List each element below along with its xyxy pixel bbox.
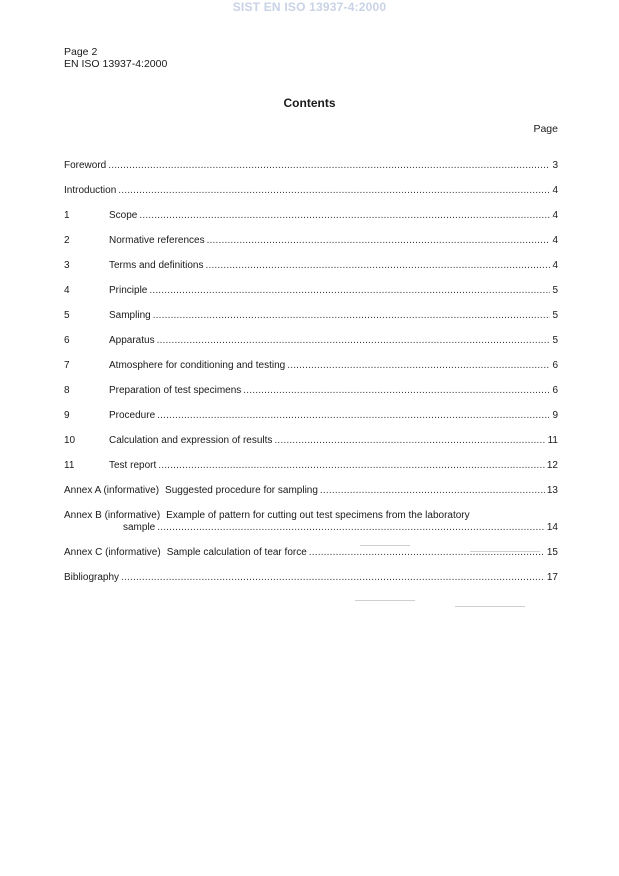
toc-entry-scope[interactable] bbox=[64, 210, 558, 222]
toc-entry-annex-a[interactable] bbox=[64, 485, 558, 497]
toc-label: Principle bbox=[109, 285, 148, 296]
toc-entry-foreword[interactable] bbox=[64, 160, 558, 172]
toc-entry-annex-b[interactable] bbox=[64, 510, 558, 522]
toc-label: Preparation of test specimens bbox=[109, 385, 242, 396]
scan-noise bbox=[355, 600, 415, 601]
dot-leader bbox=[121, 572, 545, 584]
toc-entry-bibliography[interactable] bbox=[64, 572, 558, 584]
dot-leader bbox=[320, 485, 545, 497]
toc-number: 3 bbox=[64, 260, 70, 271]
dot-leader bbox=[206, 260, 551, 272]
dot-leader bbox=[153, 310, 551, 322]
page-header bbox=[64, 46, 167, 70]
dot-leader bbox=[149, 285, 550, 297]
toc-number: 2 bbox=[64, 235, 70, 246]
toc-entry-test-report[interactable] bbox=[64, 460, 558, 472]
toc-label: Example of pattern for cutting out test specimens from the laboratory bbox=[166, 510, 470, 521]
toc-number: 10 bbox=[64, 435, 76, 446]
toc-page: 15 bbox=[546, 547, 558, 558]
dot-leader bbox=[243, 385, 550, 397]
toc-label: Test report bbox=[109, 460, 157, 471]
toc-entry-apparatus[interactable] bbox=[64, 335, 558, 347]
toc-number: 4 bbox=[64, 285, 70, 296]
dot-leader bbox=[118, 185, 550, 197]
dot-leader bbox=[157, 410, 550, 422]
toc-label: Procedure bbox=[109, 410, 156, 421]
toc-label: Introduction bbox=[64, 185, 117, 196]
toc-label: Scope bbox=[109, 210, 138, 221]
scan-noise bbox=[455, 606, 525, 607]
toc-number: 1 bbox=[64, 210, 70, 221]
page-title: Contents bbox=[283, 96, 336, 110]
toc-page: 5 bbox=[552, 335, 558, 346]
toc-number: 7 bbox=[64, 360, 70, 371]
page-column-label: Page bbox=[533, 123, 558, 135]
dot-leader bbox=[157, 522, 545, 534]
toc-page: 12 bbox=[546, 460, 558, 471]
dot-leader bbox=[207, 235, 551, 247]
toc-entry-annex-b-continued[interactable] bbox=[64, 522, 558, 534]
toc-entry-introduction[interactable] bbox=[64, 185, 558, 197]
toc-number: 8 bbox=[64, 385, 70, 396]
toc-page: 13 bbox=[546, 485, 558, 496]
toc-page: 17 bbox=[546, 572, 558, 583]
watermark: SIST EN ISO 13937-4:2000 bbox=[232, 0, 387, 14]
toc-entry-normative-references[interactable] bbox=[64, 235, 558, 247]
toc-label: Foreword bbox=[64, 160, 107, 171]
dot-leader bbox=[108, 160, 550, 172]
annex-prefix: Annex C (informative) bbox=[64, 547, 161, 558]
toc-page: 5 bbox=[552, 310, 558, 321]
toc-entry-atmosphere[interactable] bbox=[64, 360, 558, 372]
dot-leader bbox=[139, 210, 550, 222]
toc-page: 3 bbox=[552, 160, 558, 171]
toc-entry-terms-and-definitions[interactable] bbox=[64, 260, 558, 272]
toc-number: 5 bbox=[64, 310, 70, 321]
toc-label: Apparatus bbox=[109, 335, 155, 346]
toc-entry-sampling[interactable] bbox=[64, 310, 558, 322]
dot-leader bbox=[157, 335, 551, 347]
toc-entry-annex-c[interactable] bbox=[64, 547, 558, 559]
dot-leader bbox=[287, 360, 550, 372]
scan-noise bbox=[470, 551, 540, 552]
toc-label: Atmosphere for conditioning and testing bbox=[109, 360, 286, 371]
toc-number: 9 bbox=[64, 410, 70, 421]
annex-prefix: Annex A (informative) bbox=[64, 485, 160, 496]
toc-page: 9 bbox=[552, 410, 558, 421]
dot-leader bbox=[274, 435, 545, 447]
toc-entry-procedure[interactable] bbox=[64, 410, 558, 422]
dot-leader bbox=[158, 460, 545, 472]
toc-label: Bibliography bbox=[64, 572, 120, 583]
toc-page: 4 bbox=[552, 235, 558, 246]
toc-entry-calculation[interactable] bbox=[64, 435, 558, 447]
toc-page: 6 bbox=[552, 385, 558, 396]
toc-page: 5 bbox=[552, 285, 558, 296]
toc-label-continued: sample bbox=[123, 522, 156, 533]
toc-label: Sample calculation of tear force bbox=[166, 547, 307, 558]
toc-label: Normative references bbox=[109, 235, 205, 246]
toc-entry-preparation[interactable] bbox=[64, 385, 558, 397]
toc-page: 4 bbox=[552, 210, 558, 221]
toc-page: 6 bbox=[552, 360, 558, 371]
toc-label: Sampling bbox=[109, 310, 151, 321]
toc-number: 6 bbox=[64, 335, 70, 346]
dot-leader bbox=[309, 547, 545, 559]
toc-label: Calculation and expression of results bbox=[109, 435, 273, 446]
toc-page: 14 bbox=[546, 522, 558, 533]
toc-number: 11 bbox=[64, 460, 75, 471]
toc-page: 4 bbox=[552, 260, 558, 271]
toc-entry-principle[interactable] bbox=[64, 285, 558, 297]
annex-prefix: Annex B (informative) bbox=[64, 510, 161, 521]
toc-page: 4 bbox=[552, 185, 558, 196]
toc-label: Terms and definitions bbox=[109, 260, 204, 271]
scan-noise bbox=[360, 545, 410, 546]
page-number: Page 2 bbox=[64, 46, 98, 58]
toc-label: Suggested procedure for sampling bbox=[165, 485, 318, 496]
toc-page: 11 bbox=[547, 435, 558, 446]
standard-number: EN ISO 13937-4:2000 bbox=[64, 58, 168, 70]
